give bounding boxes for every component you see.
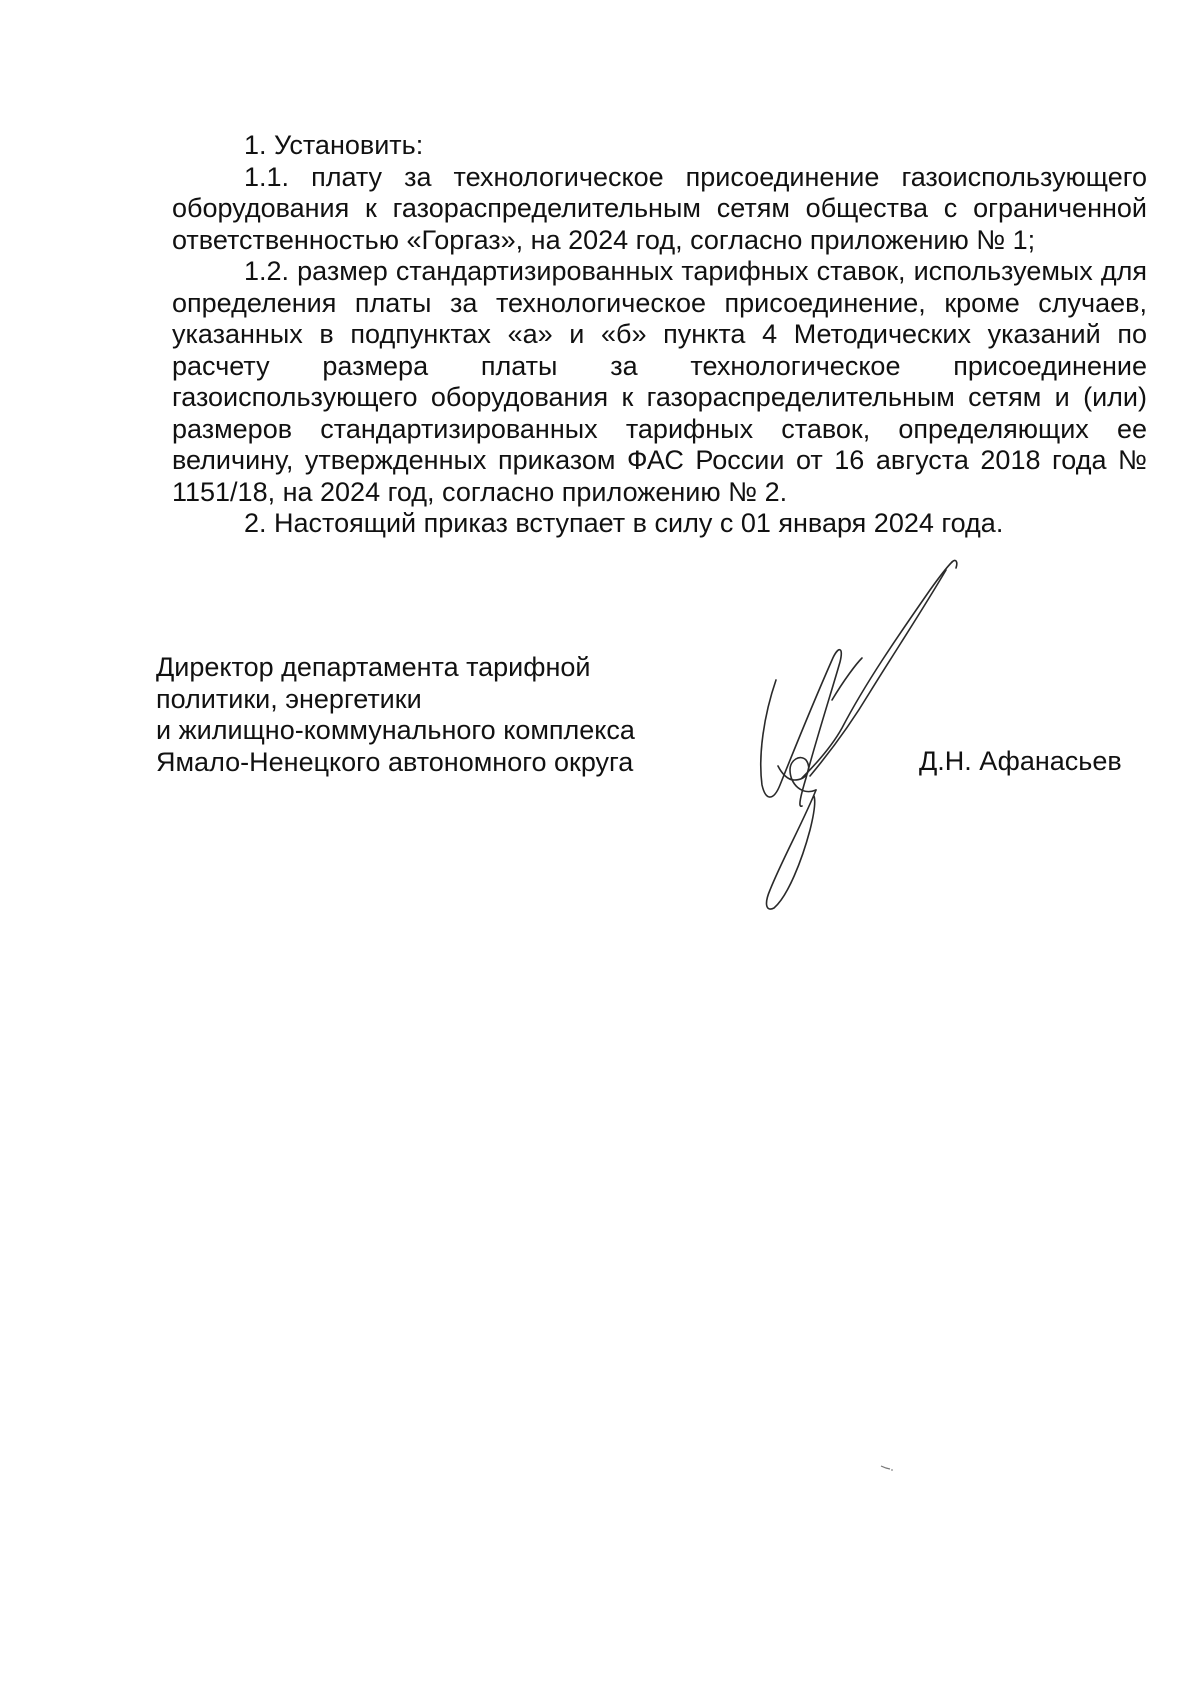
- paragraph-establish: 1. Установить:: [244, 130, 424, 160]
- signatory-name: Д.Н. Афанасьев: [919, 746, 1122, 776]
- signatory-position: [156, 652, 716, 778]
- position-line: и жилищно-коммунального комплекса: [156, 715, 635, 745]
- order-body: [172, 130, 1147, 540]
- paragraph-1-1: 1.1. плату за технологическое присоединение газоиспользующего оборудования к газораспределительным сетям общества с ограниченной ответственностью «Горгаз», на 2024 год, согласно приложению № 1;: [172, 161, 1147, 255]
- paragraph-1-2: 1.2. размер стандартизированных тарифных ставок, используемых для определения платы за технологическое присоединение, кроме случаев, указанных в подпунктах «а» и «б» пункта 4 Методических указаний по расчету размера платы за технологическое присоединение газоиспользующего оборудования к газораспределительным сетям и (или) размеров стандартизированных тарифных ставок, определяющих ее величину, утвержденных приказом ФАС России от 16 августа 2018 года № 1151/18, на 2024 год, согласно приложению № 2.: [172, 256, 1147, 507]
- position-line: политики, энергетики: [156, 683, 422, 714]
- position-line: Директор департамента тарифной: [156, 652, 591, 682]
- handwritten-signature-icon: [720, 540, 980, 920]
- scan-speck-icon: [880, 1464, 894, 1472]
- paragraph-2: 2. Настоящий приказ вступает в силу с 01 января 2024 года.: [244, 508, 1004, 538]
- position-line: Ямало-Ненецкого автономного округа: [156, 746, 634, 777]
